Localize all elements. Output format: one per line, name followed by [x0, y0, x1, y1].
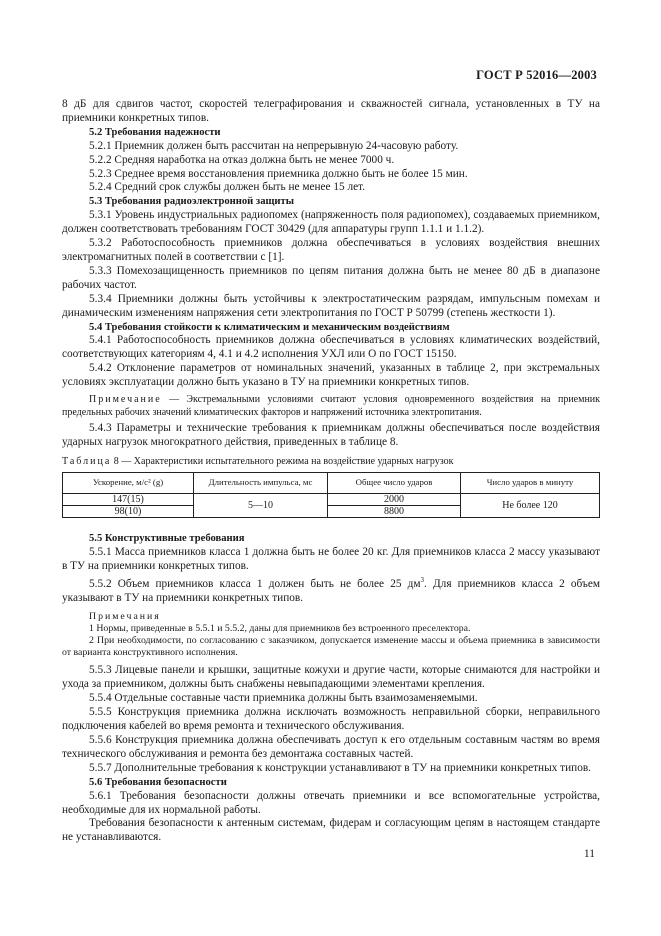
- spacer: [62, 518, 600, 532]
- note-text: — Экстремальными условиями считают условия одновременного воздействия на приемник предельных рабочих значений климатических факторов и напряжений источника электропитания.: [62, 394, 600, 418]
- paragraph-5-4-3: 5.4.3 Параметры и технические требования к приемникам должны обеспечиваться после воздействия ударных нагрузок многократного действия, приведенных в таблице 8.: [62, 422, 600, 448]
- page-number: 11: [583, 848, 595, 860]
- paragraph-5-3-3: 5.3.3 Помехозащищенность приемников по цепям питания должна быть не менее 80 дБ в диапазоне рабочих частот.: [62, 264, 600, 291]
- paragraph-5-5-4: 5.5.4 Отдельные составные части приемника должны быть взаимозаменяемыми.: [89, 692, 478, 705]
- paragraph-5-3-4: 5.3.4 Приемники должны быть устойчивы к электростатическим разрядам, импульсным помехам и динамическим изменениям напряжения сети электропитания по ГОСТ Р 50799 (степень жесткости 1).: [62, 292, 600, 319]
- paragraph-5-3-2: 5.3.2 Работоспособность приемников должна обеспечиваться в условиях воздействия внешних электромагнитных полей в соответствии с [1].: [62, 237, 600, 263]
- paragraph-5-5-1: 5.5.1 Масса приемников класса 1 должна быть не более 20 кг. Для приемников класса 2 массу указывают в ТУ на приемники конкретных типов.: [62, 546, 600, 573]
- table-cell: 98(10): [63, 506, 194, 518]
- document-header: ГОСТ Р 52016—2003: [476, 68, 597, 82]
- superscript: 3: [420, 576, 425, 585]
- column-header: Число ударов в минуту: [461, 473, 600, 494]
- section-heading-5-3: 5.3 Требования радиоэлектронной защиты: [89, 196, 295, 208]
- table-cell: Не более 120: [461, 494, 600, 518]
- paragraph-5-2-1: 5.2.1 Приемник должен быть рассчитан на непрерывную 24-часовую работу.: [89, 139, 459, 152]
- paragraph-5-6-1: 5.6.1 Требования безопасности должны отвечать приемники и все вспомогательные устройства, необходимые для их нормальной работы.: [62, 789, 600, 816]
- paragraph-5-3-1: 5.3.1 Уровень индустриальных радиопомех (напряженность поля радиопомех), создаваемых приемником, должен соответствовать требованиям ГОСТ 30429 (для аппаратуры групп 1.1.1 и 1.1.2).: [62, 209, 600, 236]
- table-cell: 5—10: [194, 494, 328, 518]
- note-2: 2 При необходимости, по согласованию с заказчиком, допускается изменение массы и объема приемника в зависимости от варианта конструктивного исполнения.: [62, 635, 600, 659]
- section-heading-5-6: 5.6 Требования безопасности: [89, 776, 227, 788]
- paragraph-continuation: 8 дБ для сдвигов частот, скоростей телеграфирования и скважностей сигнала, установленных в ТУ на приемники конкретных типов.: [62, 98, 600, 124]
- paragraph-5-5-2-text: 5.5.2 Объем приемников класса 1 должен быть не более 25 дм: [89, 577, 421, 590]
- paragraph-5-2-3: 5.2.3 Среднее время восстановления приемника должно быть не более 15 мин.: [89, 167, 468, 180]
- note-label: Примечание: [89, 394, 162, 406]
- section-heading-5-4: 5.4 Требования стойкости к климатическим и механическим воздействиям: [89, 321, 450, 333]
- paragraph-5-2-4: 5.2.4 Средний срок службы должен быть не менее 15 лет.: [89, 181, 366, 194]
- note-1: 1 Нормы, приведенные в 5.5.1 и 5.5.2, даны для приемников без встроенного преселектора.: [89, 622, 471, 634]
- table-caption: [62, 456, 600, 469]
- paragraph-5-5-2: [62, 574, 600, 606]
- table-caption-text: 8 — Характеристики испытательного режима на воздействие ударных нагрузок: [111, 455, 454, 467]
- paragraph-5-6-2: Требования безопасности к антенным системам, фидерам и согласующим цепям в настоящем стандарте не устанавливаются.: [62, 817, 600, 844]
- paragraph-5-4-2: 5.4.2 Отклонение параметров от номинальных значений, указанных в таблице 2, при экстремальных условиях эксплуатации должно быть указано в ТУ на приемники конкретных типов.: [62, 362, 600, 389]
- table-cell: 8800: [328, 506, 461, 518]
- paragraph-5-2-2: 5.2.2 Средняя наработка на отказ должна быть не менее 7000 ч.: [89, 153, 395, 166]
- column-header: Длительность импульса, мс: [194, 473, 328, 494]
- paragraph-5-5-6: 5.5.6 Конструкция приемника должна обеспечивать доступ к его отдельным составным частям во время технического обслуживания и ремонта без демонтажа составных частей.: [62, 733, 600, 760]
- paragraph-5-5-7: 5.5.7 Дополнительные требования к конструкции устанавливают в ТУ на приемники конкретных типов.: [89, 761, 591, 774]
- paragraph-5-5-3: 5.5.3 Лицевые панели и крышки, защитные кожухи и другие части, которые снимаются для настройки и ухода за приемником, должны быть снабжены невыпадающими элементами крепления.: [62, 664, 600, 691]
- table-cell: 147(15): [63, 494, 194, 506]
- table-cell: 2000: [328, 494, 461, 506]
- table-header-row: [63, 473, 600, 494]
- table-caption-label: Таблица: [62, 455, 112, 467]
- paragraph-5-4-1: 5.4.1 Работоспособность приемников должна обеспечиваться в условиях климатических воздействий, соответствующих категориям 4, 4.1 и 4.2 исполнения УХЛ или О по ГОСТ 15150.: [62, 334, 600, 361]
- column-header: Ускорение, м/с² (g): [63, 473, 194, 494]
- paragraph-5-5-2-text-end: . Для приемников класса 2 объем указывают в ТУ на приемники конкретных типов.: [62, 577, 600, 604]
- paragraph-5-5-5: 5.5.5 Конструкция приемника должна исключать возможность неправильной сборки, неправильного подключения кабелей во время ремонта и технического обслуживания.: [62, 706, 600, 733]
- section-heading-5-5: 5.5 Конструктивные требования: [89, 533, 245, 545]
- shock-test-table: [62, 472, 600, 518]
- column-header: Общее число ударов: [328, 473, 461, 494]
- table-row: [63, 494, 600, 506]
- notes-label: Примечания: [89, 610, 161, 622]
- section-heading-5-2: 5.2 Требования надежности: [89, 126, 221, 138]
- note-extreme-conditions: [62, 394, 600, 419]
- document-body: [62, 98, 600, 845]
